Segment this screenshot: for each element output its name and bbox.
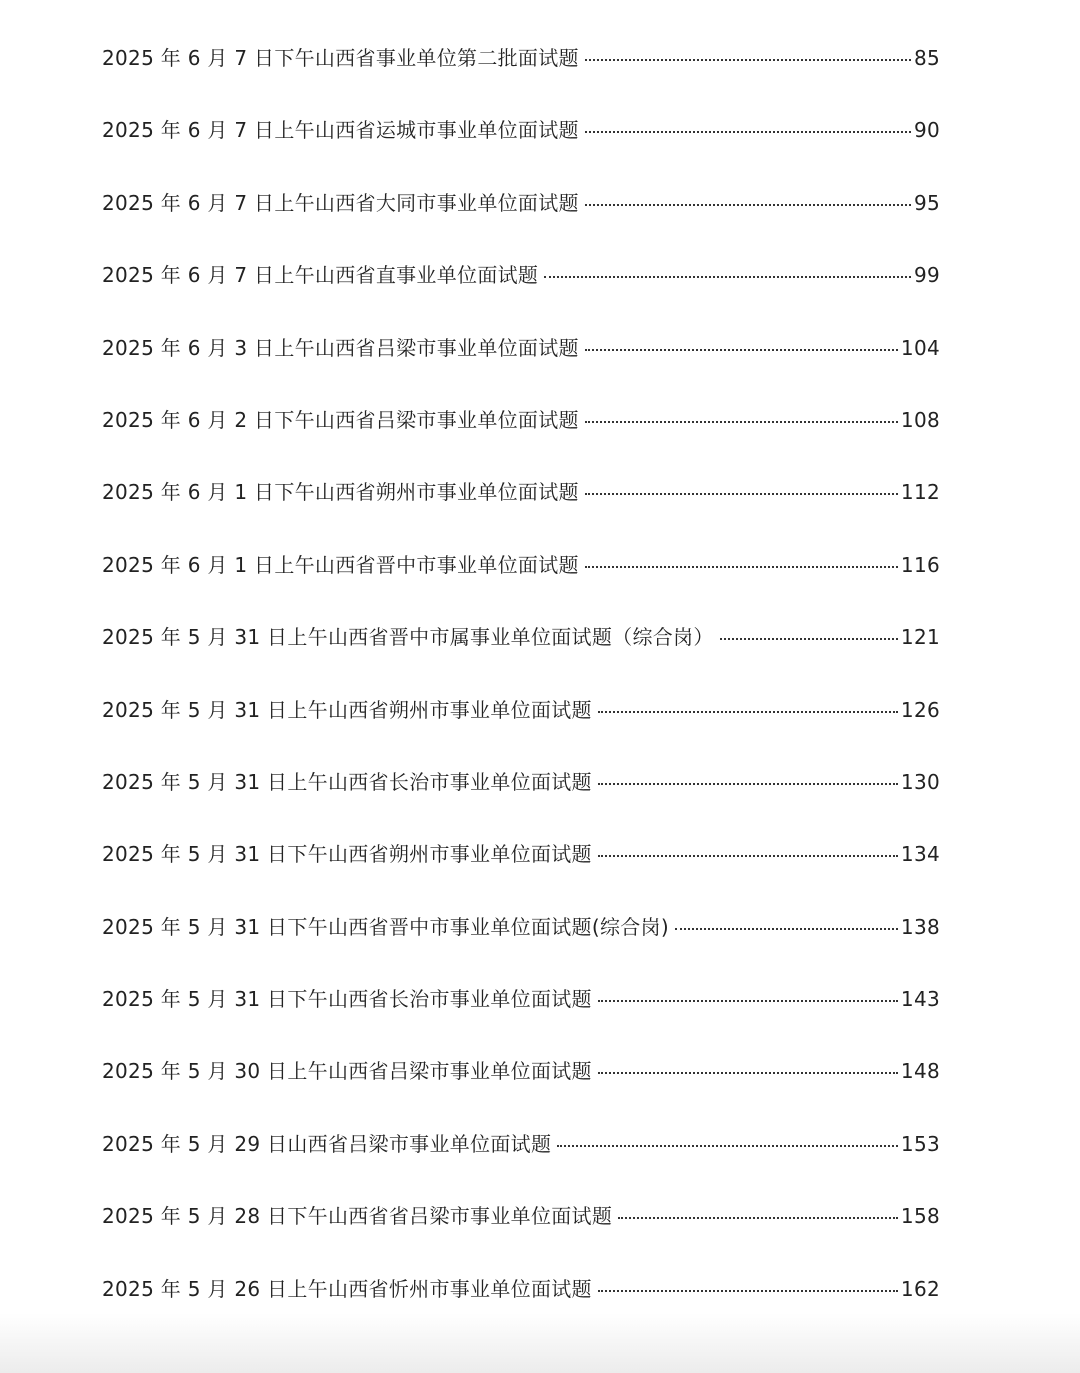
toc-entry-page: 85: [913, 46, 940, 70]
toc-entry-page: 130: [900, 769, 940, 794]
dot-leader: [585, 59, 911, 61]
dot-leader: [598, 783, 898, 785]
dot-leader: [618, 1217, 898, 1219]
toc-entry-title: 2025 年 6 月 7 日上午山西省直事业单位面试题: [102, 263, 539, 288]
toc-entry-page: 143: [900, 987, 940, 1012]
dot-leader: [585, 204, 911, 206]
toc-entry-title: 2025 年 5 月 31 日下午山西省晋中市事业单位面试题(综合岗): [102, 914, 669, 939]
toc-entry[interactable]: [102, 1200, 940, 1272]
toc-entry-page: 99: [913, 263, 940, 288]
toc-entry-page: 104: [900, 335, 940, 360]
toc-entry-title: 2025 年 6 月 3 日上午山西省吕梁市事业单位面试题: [102, 335, 579, 360]
toc-entry-title: 2025 年 5 月 31 日上午山西省朔州市事业单位面试题: [102, 697, 592, 722]
toc-entry[interactable]: [102, 621, 940, 693]
dot-leader: [598, 855, 898, 857]
dot-leader: [598, 1290, 898, 1292]
dot-leader: [585, 131, 911, 133]
toc-entry-title: 2025 年 6 月 1 日下午山西省朔州市事业单位面试题: [102, 480, 579, 505]
toc-entry-title: 2025 年 6 月 7 日下午山西省事业单位第二批面试题: [102, 46, 579, 70]
toc-entry[interactable]: [102, 476, 940, 548]
toc-entry-page: 90: [913, 118, 940, 143]
toc-entry[interactable]: [102, 983, 940, 1055]
toc-entry[interactable]: [102, 911, 940, 983]
toc-entry-title: 2025 年 5 月 31 日下午山西省长治市事业单位面试题: [102, 987, 592, 1012]
toc-entry[interactable]: [102, 42, 940, 114]
toc-entry[interactable]: [102, 1055, 940, 1127]
toc-entry-title: 2025 年 6 月 7 日上午山西省运城市事业单位面试题: [102, 118, 579, 143]
dot-leader: [675, 928, 898, 930]
table-of-contents: [102, 42, 940, 1345]
toc-entry-title: 2025 年 6 月 2 日下午山西省吕梁市事业单位面试题: [102, 407, 579, 432]
toc-entry-title: 2025 年 5 月 31 日下午山西省朔州市事业单位面试题: [102, 842, 592, 867]
toc-entry[interactable]: [102, 766, 940, 838]
dot-leader: [598, 711, 898, 713]
toc-entry[interactable]: [102, 404, 940, 476]
dot-leader: [585, 421, 898, 423]
dot-leader: [585, 349, 898, 351]
dot-leader: [557, 1145, 898, 1147]
toc-entry[interactable]: [102, 114, 940, 186]
toc-entry-title: 2025 年 5 月 28 日下午山西省省吕梁市事业单位面试题: [102, 1204, 613, 1229]
toc-entry-page: 153: [900, 1131, 940, 1156]
toc-entry-page: 116: [900, 552, 940, 577]
toc-entry-title: 2025 年 5 月 29 日山西省吕梁市事业单位面试题: [102, 1131, 552, 1156]
dot-leader: [598, 1000, 898, 1002]
toc-entry[interactable]: [102, 187, 940, 259]
toc-entry-page: 158: [900, 1204, 940, 1229]
toc-entry-title: 2025 年 5 月 26 日上午山西省忻州市事业单位面试题: [102, 1276, 592, 1301]
toc-entry[interactable]: [102, 549, 940, 621]
toc-entry-title: 2025 年 5 月 31 日上午山西省晋中市属事业单位面试题（综合岗）: [102, 625, 714, 650]
page-bottom-shadow: [0, 1313, 1080, 1373]
toc-entry[interactable]: [102, 838, 940, 910]
toc-entry-title: 2025 年 6 月 1 日上午山西省晋中市事业单位面试题: [102, 552, 579, 577]
dot-leader: [585, 566, 898, 568]
toc-entry-title: 2025 年 5 月 30 日上午山西省吕梁市事业单位面试题: [102, 1059, 592, 1084]
toc-entry[interactable]: [102, 1128, 940, 1200]
toc-entry-page: 148: [900, 1059, 940, 1084]
toc-entry-title: 2025 年 5 月 31 日上午山西省长治市事业单位面试题: [102, 769, 592, 794]
toc-entry-page: 108: [900, 407, 940, 432]
dot-leader: [544, 276, 911, 278]
toc-entry-page: 162: [900, 1276, 940, 1301]
dot-leader: [598, 1072, 898, 1074]
toc-entry[interactable]: [102, 694, 940, 766]
toc-entry-title: 2025 年 6 月 7 日上午山西省大同市事业单位面试题: [102, 190, 579, 215]
toc-entry-page: 126: [900, 697, 940, 722]
toc-entry-page: 134: [900, 842, 940, 867]
toc-entry-page: 121: [900, 625, 940, 650]
toc-entry-page: 112: [900, 480, 940, 505]
dot-leader: [720, 638, 898, 640]
toc-entry[interactable]: [102, 259, 940, 331]
toc-entry-page: 95: [913, 190, 940, 215]
dot-leader: [585, 493, 898, 495]
toc-entry-page: 138: [900, 914, 940, 939]
toc-entry[interactable]: [102, 332, 940, 404]
